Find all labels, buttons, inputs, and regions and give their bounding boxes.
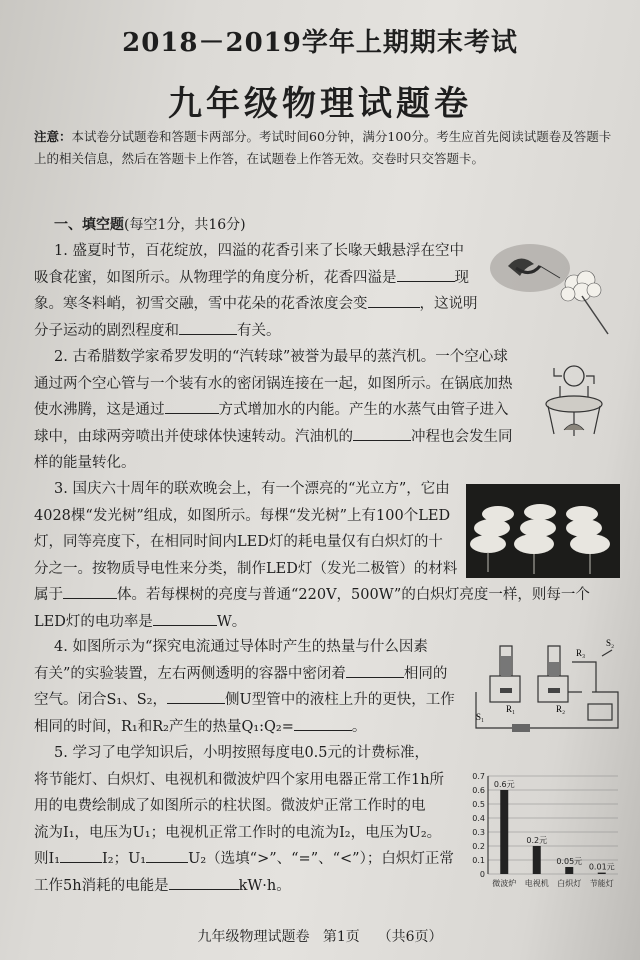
q2-line: 球中，由球两旁喷出并使球体快速转动。汽油机的 冲程也会发生同	[34, 424, 534, 451]
section-title: 一、填空题	[54, 217, 124, 233]
question-5	[34, 740, 464, 899]
moth-flower-image	[490, 238, 620, 338]
question-2	[34, 344, 534, 477]
bar-data-label: 0.2元	[526, 836, 548, 845]
q5-line: 将节能灯、白炽灯、电视机和微波炉四个家用电器正常工作1h所	[34, 771, 445, 788]
q5-line: 工作5h消耗的电能是 kW·h。	[34, 873, 464, 900]
q4-line: 有关”的实验装置，左右两侧透明的容器中密闭着 相同的	[34, 661, 504, 688]
r1-label: R₁	[506, 704, 516, 714]
y-tick-label: 0.4	[472, 814, 485, 823]
footer-page: 第1页	[322, 929, 360, 945]
q3-line: 4028棵“发光树”组成，如图所示。每棵“发光树”上有100个LED	[34, 507, 451, 524]
q2-line: 使水沸腾，这是通过 方式增加水的内能。产生的水蒸气由管子进入	[34, 397, 534, 424]
q5-blank-3[interactable]	[169, 875, 239, 890]
question-1	[34, 238, 504, 344]
q1-blank-2[interactable]	[368, 293, 420, 308]
section-note: (每空1分，共16分)	[124, 217, 246, 233]
page-footer	[0, 926, 640, 946]
q1-line: 分子运动的剧烈程度和 有关。	[34, 318, 504, 345]
q5-line: 5. 学习了电学知识后，小明按照每度电0.5元的计费标准，	[54, 745, 430, 761]
y-tick-label: 0.3	[472, 828, 485, 837]
question-4	[34, 634, 504, 740]
s1-label: S₁	[476, 712, 485, 722]
q3-line: 3. 国庆六十周年的联欢晚会上，有一个漂亮的“光立方”，它由	[54, 481, 450, 497]
q5-line: 流为I₁，电压为U₁；电视机正常工作时的电流为I₂，电压为U₂。	[34, 824, 442, 841]
bar-data-label: 0.05元	[556, 857, 583, 866]
footer-total: （共6页）	[377, 929, 443, 945]
q4-blank-3[interactable]	[294, 716, 352, 731]
q1-line: 象。寒冬料峭，初雪交融，雪中花朵的花香浓度会变 ，这说明	[34, 291, 504, 318]
q1-line: 吸食花蜜，如图所示。从物理学的角度分析，花香四溢是 现	[34, 265, 504, 292]
q3-line: LED灯的电功率是 W。	[34, 609, 624, 636]
circuit-diagram	[472, 632, 622, 742]
q2-line: 2. 古希腊数学家希罗发明的“汽转球”被誉为最早的蒸汽机。一个空心球	[54, 349, 508, 365]
y-tick-label: 0.1	[472, 856, 485, 865]
q2-blank-1[interactable]	[165, 399, 219, 414]
q2-line: 通过两个空心管与一个装有水的密闭锅连接在一起，如图所示。在锅底加热	[34, 375, 513, 392]
q1-line: 1. 盛夏时节，百花绽放，四溢的花香引来了长喙天蛾悬浮在空中	[54, 243, 464, 259]
y-tick-label: 0.5	[472, 800, 485, 809]
q5-line: 则I₁ I₂；U₁ U₂（选填“>”、“=”、“<”）；白炽灯正常	[34, 846, 464, 873]
q4-line: 空气。闭合S₁、S₂， 侧U型管中的液柱上升的更快，工作	[34, 687, 504, 714]
x-tick-label: 微波炉	[492, 879, 517, 888]
x-tick-label: 电视机	[524, 879, 549, 888]
q4-blank-1[interactable]	[346, 663, 404, 678]
y-tick-label: 0.2	[472, 842, 485, 851]
r3-label: R₃	[576, 648, 586, 658]
q3-line: 属于 体。若每棵树的亮度与普通“220V，500W”的白炽灯亮度一样，则每一个	[34, 582, 624, 609]
exam-subtitle: 九年级物理试题卷	[168, 84, 472, 124]
q4-line: 4. 如图所示为“探究电流通过导体时产生的热量与什么因素	[54, 639, 428, 655]
bar	[565, 867, 573, 874]
steam-engine-image	[540, 356, 620, 440]
q1-blank-3[interactable]	[179, 320, 237, 335]
q1-blank-1[interactable]	[397, 267, 455, 282]
q2-line: 样的能量转化。	[34, 455, 136, 471]
footer-title: 九年级物理试题卷	[197, 929, 310, 945]
q3-blank-2[interactable]	[153, 611, 217, 626]
light-cube-image	[466, 484, 620, 578]
bar	[598, 873, 606, 874]
r2-label: R₂	[556, 704, 566, 714]
bar-data-label: 0.01元	[588, 862, 615, 872]
notice-label: 注意：	[34, 129, 72, 144]
x-tick-label: 白炽灯	[557, 879, 582, 888]
y-tick-label: 0	[479, 870, 485, 879]
q4-blank-2[interactable]	[167, 689, 225, 704]
q3-line: 灯，同等亮度下，在相同时间内LED灯的耗电量仅有白炽灯的十	[34, 534, 443, 550]
bar	[533, 846, 541, 874]
q3-line: 分之一。按物质导电性来分类，制作LED灯（发光二极管）的材料	[34, 560, 458, 577]
section-heading	[54, 214, 246, 234]
q5-line: 用的电费绘制成了如图所示的柱状图。微波炉正常工作时的电	[34, 798, 426, 814]
x-tick-label: 节能灯	[589, 879, 614, 888]
q2-blank-2[interactable]	[353, 426, 411, 441]
notice-block	[34, 126, 620, 170]
q4-line: 相同的时间，R₁和R₂产生的热量Q₁:Q₂= 。	[34, 714, 504, 741]
exam-title: 2018－2019学年上期期末考试	[122, 28, 518, 58]
bar	[500, 790, 508, 874]
bar-data-label: 0.6元	[493, 780, 515, 789]
s2-label: S₂	[606, 638, 615, 648]
q5-blank-2[interactable]	[146, 848, 188, 863]
notice-text: 本试卷分试题卷和答题卡两部分。考试时间60分钟，满分100分。考生应首先阅读试题卷及答题卡上的相关信息，然后在答题卡上作答，在试题卷上作答无效。交卷时只交答题卡。	[34, 129, 612, 166]
y-tick-label: 0.6	[472, 786, 485, 795]
q3-blank-1[interactable]	[63, 584, 117, 599]
electricity-cost-chart	[466, 770, 622, 896]
q5-blank-1[interactable]	[60, 848, 102, 863]
y-tick-label: 0.7	[472, 772, 485, 781]
